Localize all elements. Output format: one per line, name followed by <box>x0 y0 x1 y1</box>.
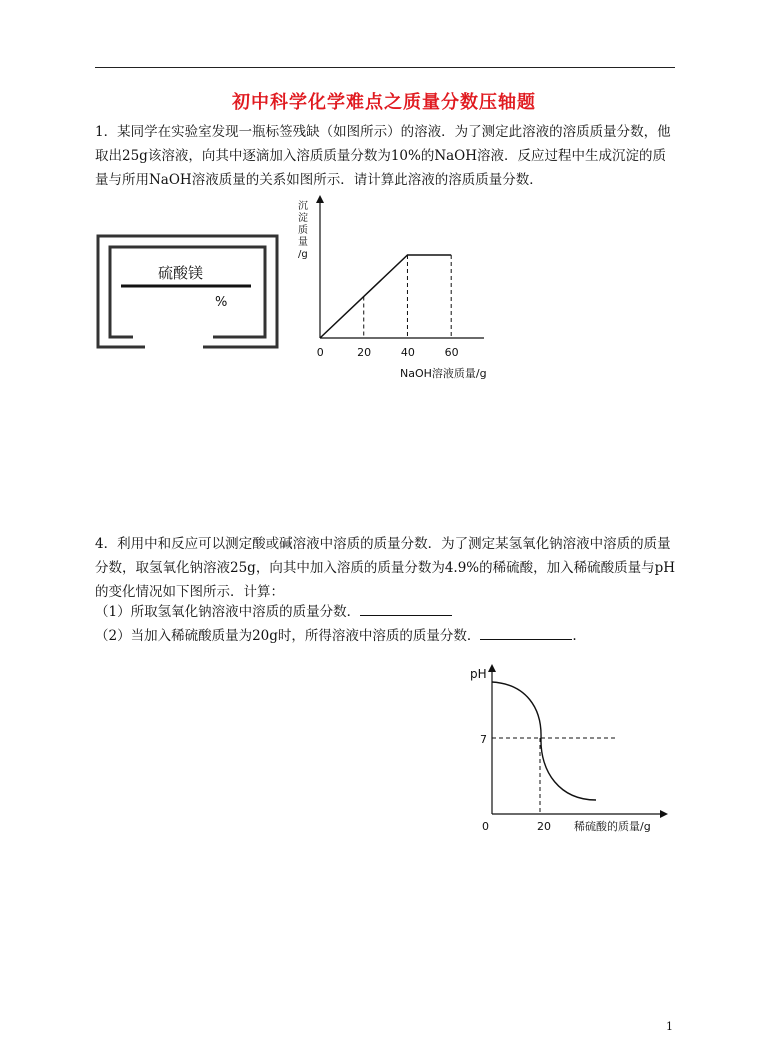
question-1-text: 1．某同学在实验室发现一瓶标签残缺（如图所示）的溶液．为了测定此溶液的溶质质量分数，他取出25g该溶液，向其中逐滴加入溶质质量分数为10%的NaOH溶液．反应过程中生成沉淀的质量与所用NaOH溶液质量的关系如图所示．请计算此溶液的溶质质量分数． <box>95 124 671 188</box>
label-name: 硫酸镁 <box>158 264 204 282</box>
y-axis-label <box>298 200 308 260</box>
question-4-text: 4．利用中和反应可以测定酸或碱溶液中溶质的质量分数．为了测定某氢氧化钠溶液中溶质的质量分数，取氢氧化钠溶液25g，向其中加入溶质的质量分数为4.9%的稀硫酸，加入稀硫酸质量与pH的变化情况如下图所示．计算： <box>95 536 676 600</box>
sub-question-1 <box>95 600 452 620</box>
y-label-char: 量 <box>298 237 308 248</box>
answer-blank-2[interactable] <box>480 627 572 640</box>
y-label-char: 淀 <box>298 213 308 224</box>
x-tick-20: 20 <box>357 346 372 359</box>
ph-chart <box>464 660 674 836</box>
header-rule <box>95 67 675 68</box>
page-number: 1 <box>666 1020 673 1033</box>
sub-question-2-period: . <box>572 628 577 644</box>
x-axis-arrow <box>660 810 668 818</box>
answer-blank-1[interactable] <box>360 603 452 616</box>
x-axis-label: 稀硫酸的质量/g <box>574 820 651 833</box>
x-tick-0: 0 <box>482 820 489 833</box>
y-axis-arrow <box>488 664 496 672</box>
sub-question-2-text: （2）当加入稀硫酸质量为20g时，所得溶液中溶质的质量分数． <box>95 628 481 644</box>
y-tick-7: 7 <box>480 733 487 746</box>
x-axis-label: NaOH溶液质量/g <box>400 367 487 380</box>
guide-lines <box>364 255 451 338</box>
y-axis-arrow <box>316 195 324 203</box>
y-label-char: /g <box>298 249 308 260</box>
x-tick-40: 40 <box>400 346 415 359</box>
series-line <box>320 255 451 338</box>
sub-question-1-text: （1）所取氢氧化钠溶液中溶质的质量分数． <box>95 604 361 620</box>
x-tick-0: 0 <box>316 346 324 359</box>
label-percent: % <box>215 295 228 310</box>
y-axis-label: pH <box>470 667 487 681</box>
ph-curve <box>492 682 596 800</box>
sub-question-2 <box>95 624 577 644</box>
x-tick-labels <box>317 346 459 359</box>
x-tick-20: 20 <box>537 820 551 833</box>
y-label-char: 沉 <box>298 201 308 212</box>
precipitate-chart <box>292 193 512 385</box>
x-tick-60: 60 <box>444 346 459 359</box>
bottle-label-figure <box>95 233 285 353</box>
page-title: 初中科学化学难点之质量分数压轴题 <box>232 92 536 113</box>
y-label-char: 质 <box>298 225 308 236</box>
